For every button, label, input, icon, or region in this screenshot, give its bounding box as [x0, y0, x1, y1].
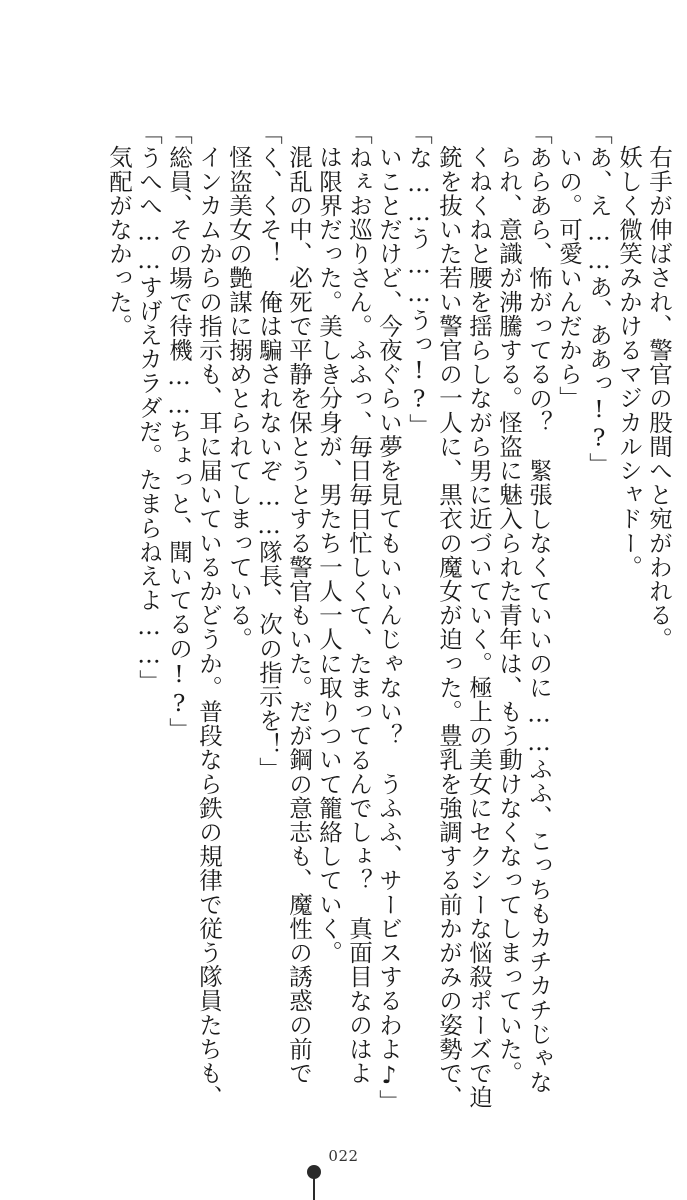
text-line: 右手が伸ばされ、警官の股間へと宛がわれる。 [645, 145, 673, 652]
folio-dot-icon [307, 1165, 321, 1179]
text-line: 銃を抜いた若い警官の一人に、黒衣の魔女が迫った。豊乳を強調する前かがみの姿勢で、 [435, 145, 463, 1109]
text-line: 妖しく微笑みかけるマジカルシャドー。 [615, 145, 643, 579]
text-line: インカムからの指示も、耳に届いているかどうか。普段なら鉄の規律で従う隊員たちも、 [195, 145, 223, 1109]
text-line: いことだけど、今夜ぐらい夢を見てもいいんじゃない？ うふふ、サービスするわよ♪」 [375, 145, 403, 1114]
text-line: いの。可愛いんだから」 [555, 145, 583, 411]
text-line: 「総員、その場で待機……ちょっと、聞いてるの!?」 [165, 121, 193, 742]
text-line: くねくねと腰を揺らしながら男に近づいていく。極上の美女にセクシーな悩殺ポーズで迫 [465, 145, 493, 1109]
text-line: 混乱の中、必死で平静を保とうとする警官もいた。だが鋼の意志も、魔性の誘惑の前で [285, 145, 313, 1085]
text-line: 「あらあら、怖がってるの？ 緊張しなくていいのに……ふふ、こっちもカチカチじゃな [525, 121, 553, 1094]
text-line: 「ねぇお巡りさん。ふふっ、毎日毎日忙しくて、たまってるんでしょ？ 真面目なのはよ [345, 121, 373, 1085]
text-line: られ、意識が沸騰する。怪盗に魅入られた青年は、もう動けなくなってしまっていた。 [495, 145, 523, 1085]
page-number: 022 [328, 1147, 359, 1165]
text-line: 怪盗美女の艶謀に搦めとられてしまっている。 [225, 145, 253, 652]
text-line: 気配がなかった。 [105, 145, 133, 338]
text-line: 「く、くそ！ 俺は騙されないぞ……隊長、次の指示を！」 [255, 121, 283, 781]
text-line: 「うへへ……すげえカラダだ。たまらねえよ……」 [135, 121, 163, 694]
text-line: 「な……う……うっ!?」 [405, 121, 433, 438]
text-line: 「あ、え……あ、ああっ!?」 [585, 121, 613, 477]
text-line: は限界だった。美しき分身が、男たち一人一人に取りついて籠絡していく。 [315, 145, 343, 965]
